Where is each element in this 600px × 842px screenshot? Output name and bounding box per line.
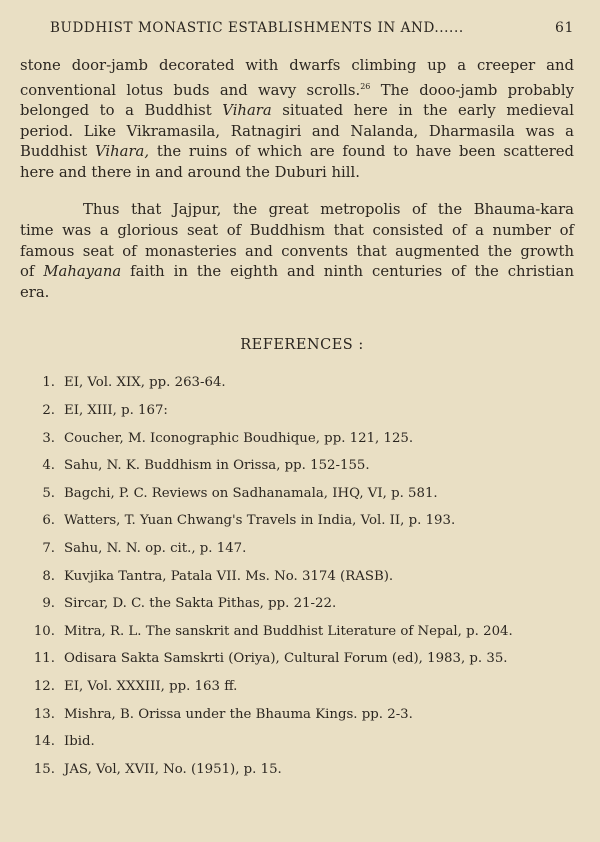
text-line (20, 77, 574, 102)
reference-item (20, 458, 574, 486)
text-span: situated here in the early medieval (271, 102, 574, 120)
text-line (20, 262, 574, 283)
reference-number: 1. (42, 375, 55, 391)
reference-number: 11. (33, 651, 55, 667)
reference-text: JAS, Vol, XVII, No. (1951), p. 15. (64, 761, 282, 777)
text-line: stone door-jamb decorated with dwarfs climbing up a creeper and (20, 57, 574, 74)
reference-item (20, 513, 574, 541)
reference-number: 5. (42, 485, 55, 501)
reference-text: Mishra, B. Orissa under the Bhauma Kings. pp. 2-3. (64, 706, 413, 722)
reference-text: Bagchi, P. C. Reviews on Sadhanamala, IHQ, VI, p. 581. (64, 485, 438, 501)
reference-text: Sahu, N. K. Buddhism in Orissa, pp. 152-155. (64, 458, 370, 474)
reference-number: 15. (33, 761, 55, 777)
reference-text: Mitra, R. L. The sanskrit and Buddhist Literature of Nepal, p. 204. (64, 623, 513, 639)
text-line: here and there in and around the Duburi hill. (20, 163, 360, 181)
reference-item (20, 375, 574, 403)
reference-text: Kuvjika Tantra, Patala VII. Ms. No. 3174 (RASB). (64, 568, 394, 584)
reference-number: 7. (42, 541, 55, 557)
text-span: faith in the eighth and ninth centuries of the christian (121, 263, 574, 281)
reference-item (20, 431, 574, 459)
text-span: Buddhist (20, 143, 95, 161)
text-span: belonged to a Buddhist (20, 102, 223, 120)
reference-number: 14. (33, 734, 55, 750)
reference-text: EI, XIII, p. 167: (64, 403, 168, 419)
reference-number: 6. (42, 513, 55, 529)
reference-item (20, 651, 574, 679)
references-heading: REFERENCES : (240, 337, 364, 354)
reference-item (20, 541, 574, 569)
reference-item (20, 624, 574, 652)
text-span: of (20, 263, 44, 281)
text-span: The dooo-jamb probably (370, 81, 574, 99)
text-line (20, 101, 574, 122)
reference-item (20, 596, 574, 624)
paragraph-2 (20, 200, 574, 303)
footnote-marker: 26 (360, 81, 371, 91)
text-line: time was a glorious seat of Buddhism that consisted of a number of (20, 222, 574, 240)
reference-number: 4. (42, 458, 55, 474)
running-header (50, 20, 574, 36)
reference-item (20, 707, 574, 735)
reference-item (20, 486, 574, 514)
italic-term: Vihara (222, 102, 272, 120)
reference-item (20, 569, 574, 597)
reference-text: Sircar, D. C. the Sakta Pithas, pp. 21-22. (64, 596, 337, 612)
reference-text: Coucher, M. Iconographic Boudhique, pp. 121, 125. (64, 430, 414, 446)
reference-text: Watters, T. Yuan Chwang's Travels in India, Vol. II, p. 193. (64, 513, 456, 529)
reference-number: 9. (42, 596, 55, 612)
reference-text: EI, Vol. XIX, pp. 263-64. (64, 375, 226, 391)
body-text (20, 56, 574, 303)
text-line (20, 142, 574, 163)
text-span: conventional lotus buds and wavy scrolls. (20, 81, 361, 99)
reference-number: 3. (42, 430, 55, 446)
reference-text: Ibid. (64, 734, 95, 750)
text-line: period. Like Vikramasila, Ratnagiri and Nalanda, Dharmasila was a (20, 122, 574, 140)
reference-item (20, 762, 574, 790)
paragraph-1 (20, 56, 574, 183)
reference-text: Sahu, N. N. op. cit., p. 147. (64, 541, 247, 557)
text-line: era. (20, 283, 50, 301)
italic-term: Vihara, (94, 143, 150, 161)
reference-item (20, 734, 574, 762)
text-line: Thus that Jajpur, the great metropolis of the Bhauma-kara (83, 201, 574, 219)
reference-number: 13. (33, 706, 55, 722)
reference-text: Odisara Sakta Samskrti (Oriya), Cultural Forum (ed), 1983, p. 35. (64, 651, 508, 667)
reference-number: 12. (33, 678, 55, 694)
reference-number: 2. (42, 403, 55, 419)
page-number: 61 (554, 20, 574, 36)
italic-term: Mahayana (43, 263, 122, 281)
running-title: BUDDHIST MONASTIC ESTABLISHMENTS IN AND...... (50, 20, 464, 36)
text-line: famous seat of monasteries and convents that augmented the growth (20, 242, 574, 260)
reference-item (20, 403, 574, 431)
references-list (20, 375, 574, 789)
reference-number: 10. (33, 623, 55, 639)
reference-item (20, 679, 574, 707)
text-span: the ruins of which are found to have been scattered (149, 143, 575, 161)
reference-text: EI, Vol. XXXIII, pp. 163 ff. (64, 678, 238, 694)
reference-number: 8. (42, 568, 55, 584)
